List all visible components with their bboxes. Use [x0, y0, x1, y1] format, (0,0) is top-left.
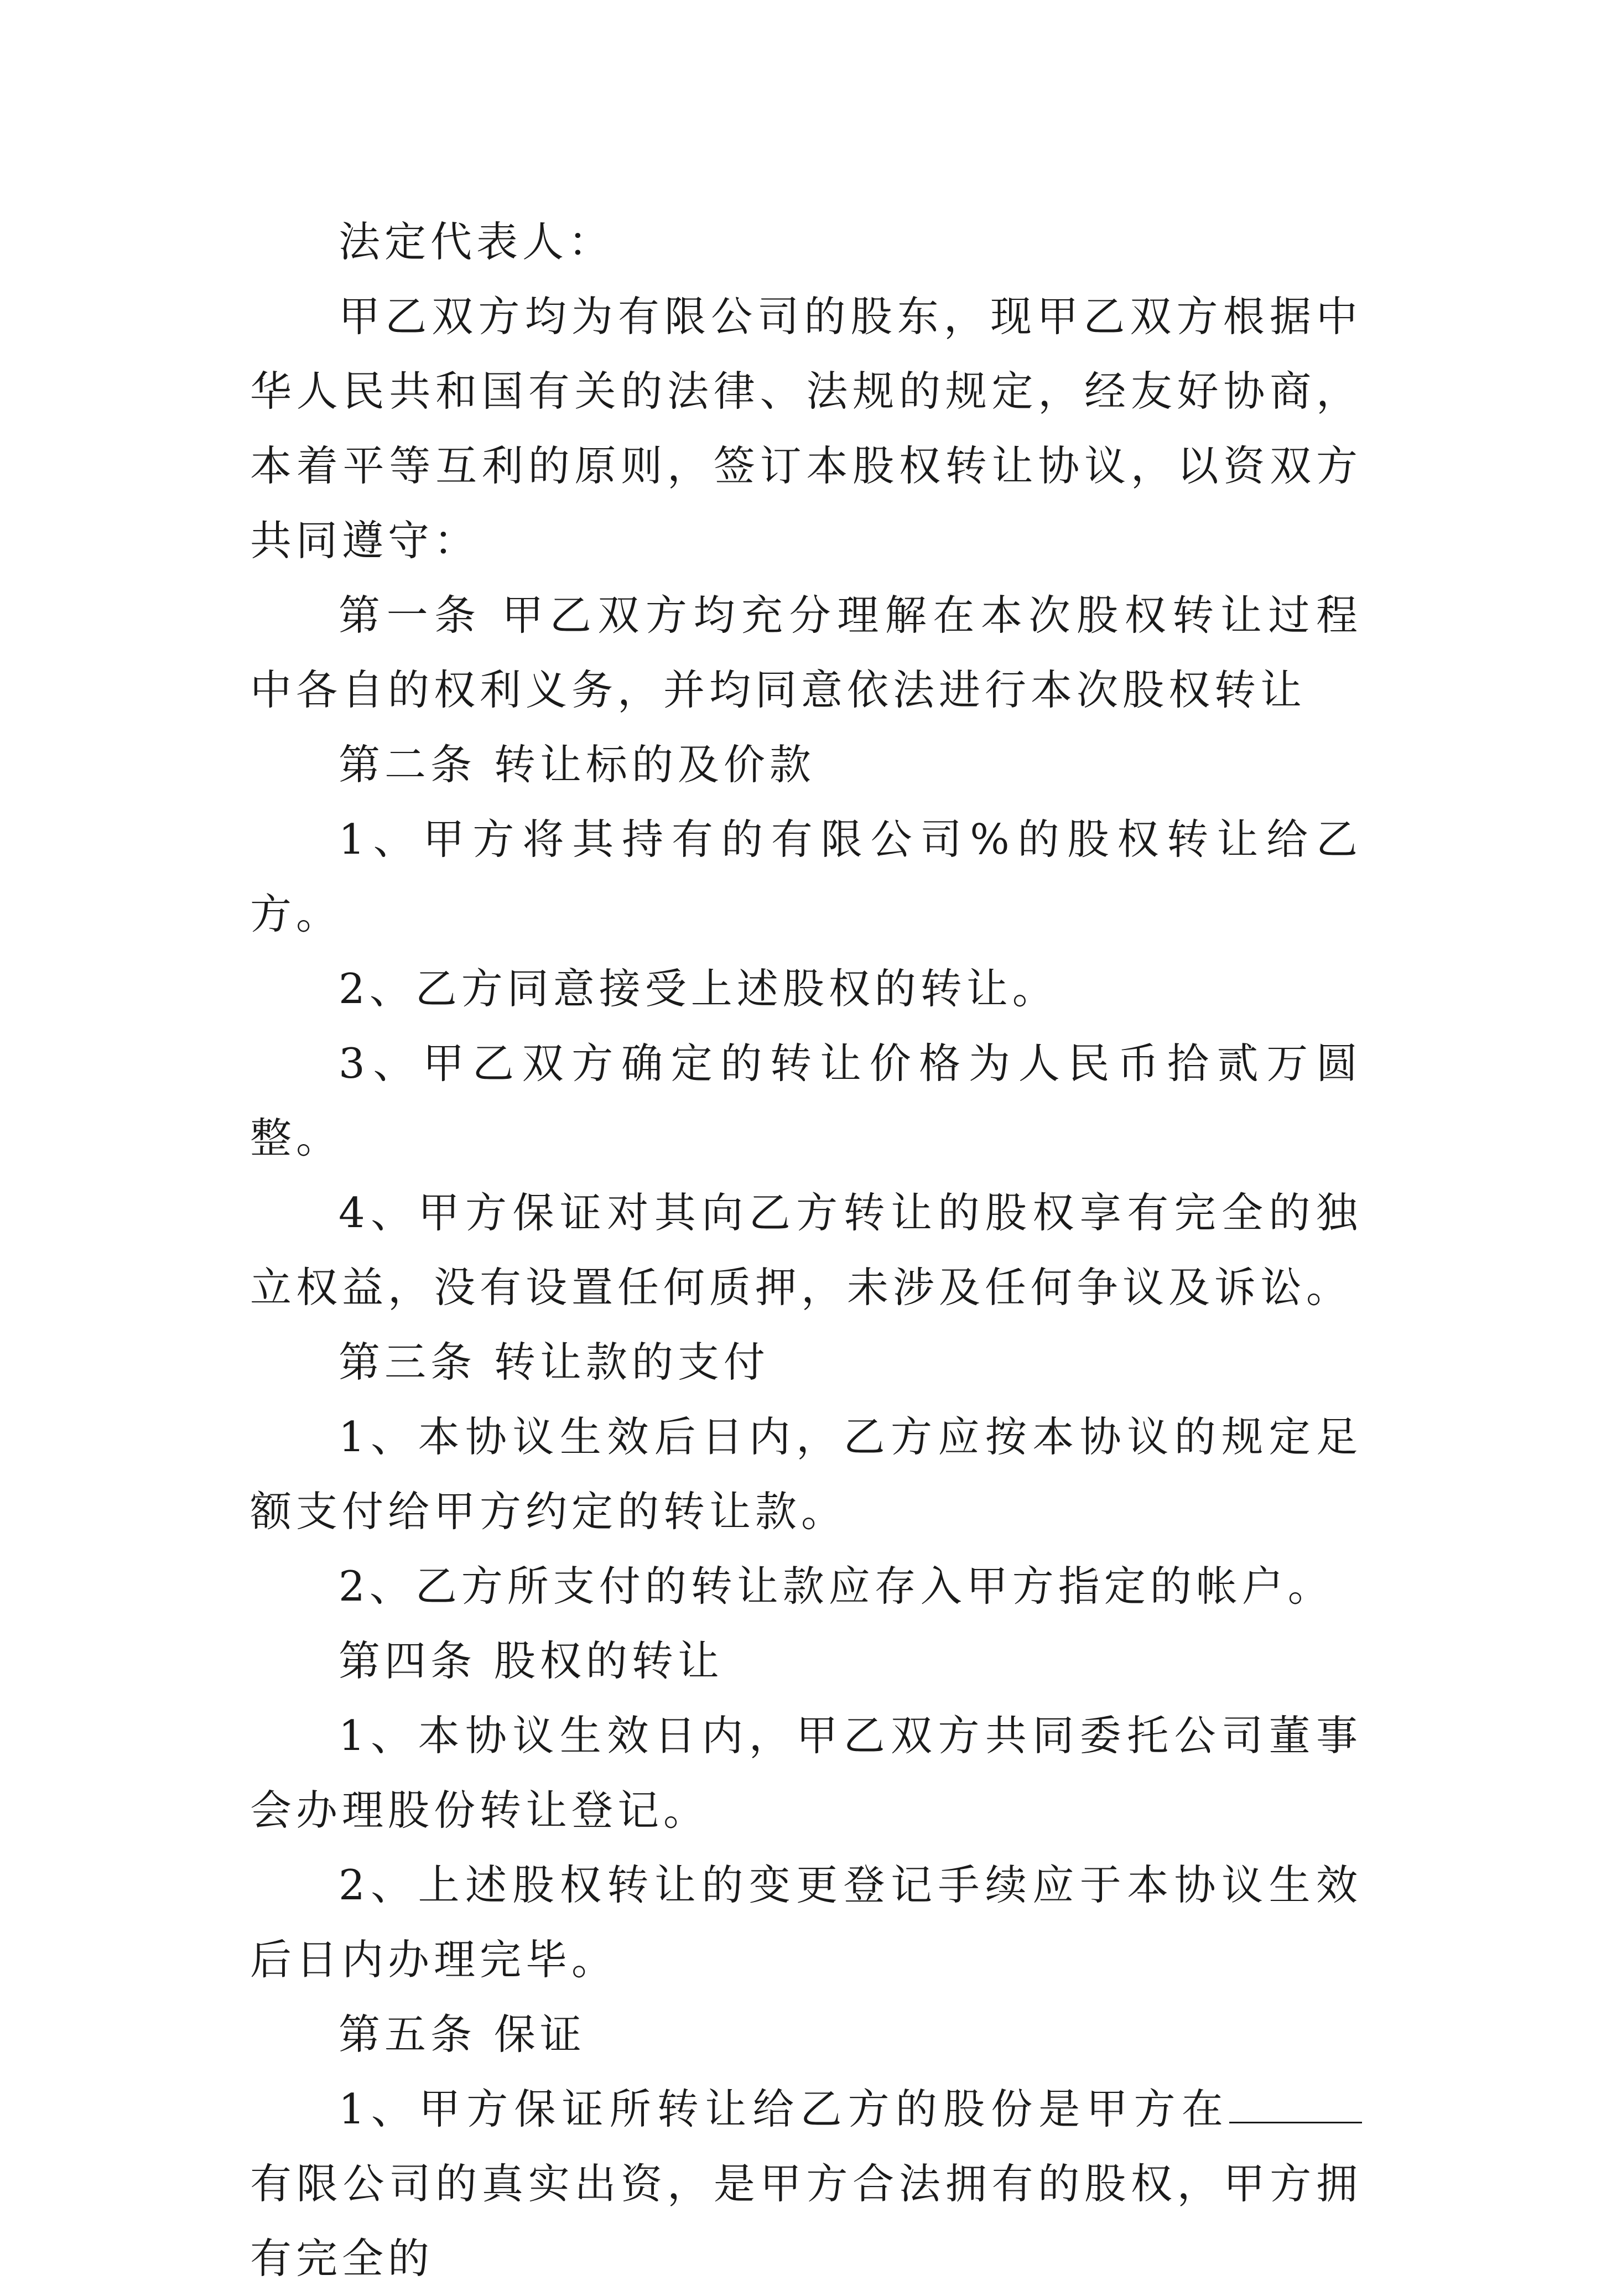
clause-2-2: 2、乙方同意接受上述股权的转让。 — [339, 964, 1058, 1013]
heading-article-5: 第五条 保证 — [339, 2010, 586, 2059]
clause-3-1: 1、本协议生效后日内，乙方应按本协议的规定足额支付给甲方约定的转让款。 — [250, 1412, 1362, 1536]
clause-4-2: 2、上述股权转让的变更登记手续应于本协议生效后日内办理完毕。 — [250, 1861, 1362, 1984]
clause-5-1 — [250, 2072, 1362, 2296]
clause-2-3: 3、甲乙双方确定的转让价格为人民币拾贰万圆整。 — [250, 1039, 1362, 1162]
paragraph-preamble: 甲乙双方均为有限公司的股东，现甲乙双方根据中华人民共和国有关的法律、法规的规定，经友好协商，本着平等互利的原则，签订本股权转让协议，以资双方共同遵守： — [250, 292, 1362, 565]
clause-2-4: 4、甲方保证对其向乙方转让的股权享有完全的独立权益，没有设置任何质押，未涉及任何争议及诉讼。 — [250, 1188, 1362, 1312]
heading-article-4: 第四条 股权的转让 — [339, 1637, 724, 1685]
clause-5-1-before-blank: 1、甲方保证所转让给乙方的股份是甲方在 — [339, 2085, 1229, 2133]
document-body — [250, 205, 1362, 2296]
clause-4-1: 1、本协议生效日内，甲乙双方共同委托公司董事会办理股份转让登记。 — [250, 1711, 1362, 1835]
clause-3-2: 2、乙方所支付的转让款应存入甲方指定的帐户。 — [339, 1562, 1334, 1611]
clause-5-1-after-blank: 有限公司的真实出资，是甲方合法拥有的股权，甲方拥有完全的 — [250, 2159, 1362, 2283]
paragraph-legal-representative: 法定代表人： — [339, 217, 615, 266]
heading-article-2: 第二条 转让标的及价款 — [339, 740, 815, 789]
heading-article-3: 第三条 转让款的支付 — [339, 1338, 770, 1386]
paragraph-article-1: 第一条 甲乙双方均充分理解在本次股权转让过程中各自的权利义务，并均同意依法进行本次股权转让 — [250, 591, 1362, 714]
clause-2-1: 1、甲方将其持有的有限公司%的股权转让给乙方。 — [250, 815, 1362, 938]
fill-in-blank-line — [1229, 2089, 1362, 2123]
